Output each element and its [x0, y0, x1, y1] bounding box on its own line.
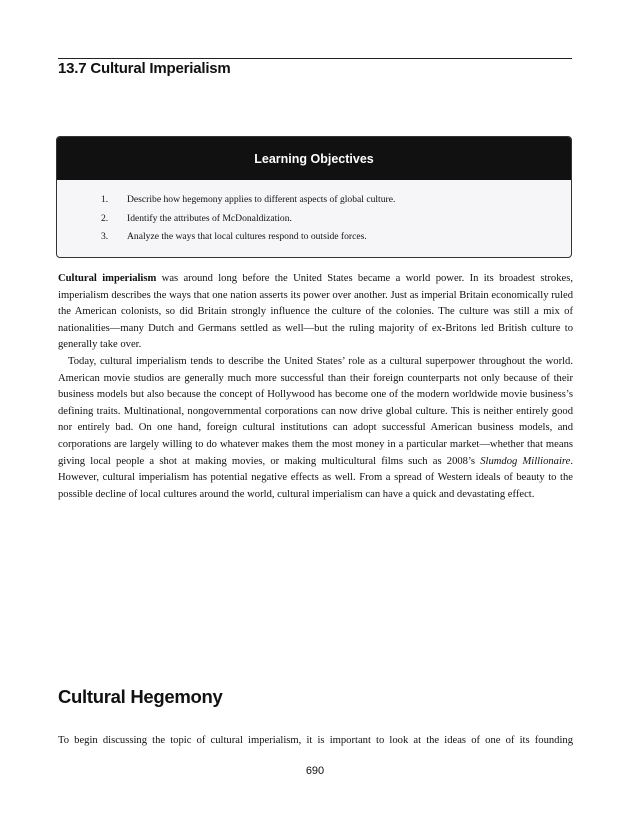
paragraph-1-text: was around long before the United States became a world power. In its broadest strokes, imperialism describes the ways that one nation asserts its power over another. Just as imperial Britain economically ruled the American colonists, so did Britain strongly influence the culture of the colonies. The culture was still a mix of nationalities—many Dutch and Germans settled as well—but the ruling majority of ex-Britons led British culture to generally take over. — [58, 273, 573, 351]
film-title: Slumdog Millionaire — [480, 455, 571, 467]
list-item — [57, 229, 571, 248]
list-item — [57, 192, 571, 211]
page-number: 690 — [305, 765, 325, 777]
subsection-title: Cultural Hegemony — [58, 686, 223, 707]
top-rule — [58, 58, 572, 59]
list-item-number: 2. — [101, 212, 109, 224]
learning-objectives-title: Learning Objectives — [57, 137, 571, 180]
list-item — [57, 211, 571, 230]
list-item-text: Analyze the ways that local cultures respond to outside forces. — [127, 231, 367, 242]
section-title: 13.7 Cultural Imperialism — [58, 60, 231, 77]
body-text — [58, 271, 573, 503]
list-item-number: 3. — [101, 231, 109, 242]
list-item-text: Describe how hegemony applies to different aspects of global culture. — [127, 194, 396, 205]
learning-objectives-list — [57, 180, 571, 248]
list-item-number: 1. — [101, 194, 109, 205]
paragraph-2 — [58, 354, 573, 503]
paragraph-2-text-before: Today, cultural imperialism tends to describe the United States’ role as a cultural superpower throughout the world. American movie studios are generally much more successful than their foreign counterparts not only because of their business models but also because the concept of Hollywood has become one of the modern worldwide movie business’s defining traits. Multinational, nongovernmental corporations can now drive global culture. This is neither entirely good nor entirely bad. On one hand, foreign cultural institutions can adopt successful American business models, and corporations are largely willing to do whatever makes them the most money in a particular market—whether that means giving local people a shot at making movies, or making multicultural films such as 2008’s — [58, 355, 573, 467]
paragraph-1 — [58, 271, 573, 354]
learning-objectives-box — [56, 136, 572, 258]
key-term: Cultural imperialism — [58, 273, 157, 284]
paragraph-3: To begin discussing the topic of cultural imperialism, it is important to look at the ideas of one of its founding — [58, 735, 573, 746]
paragraph-2-text-after: . However, cultural imperialism has potential negative effects as well. From a spread of Western ideals of beauty to the possible decline of local cultures around the world, cultural imperialism can have a quick and devastating effect. — [58, 455, 573, 500]
list-item-text: Identify the attributes of McDonaldization. — [127, 212, 292, 224]
